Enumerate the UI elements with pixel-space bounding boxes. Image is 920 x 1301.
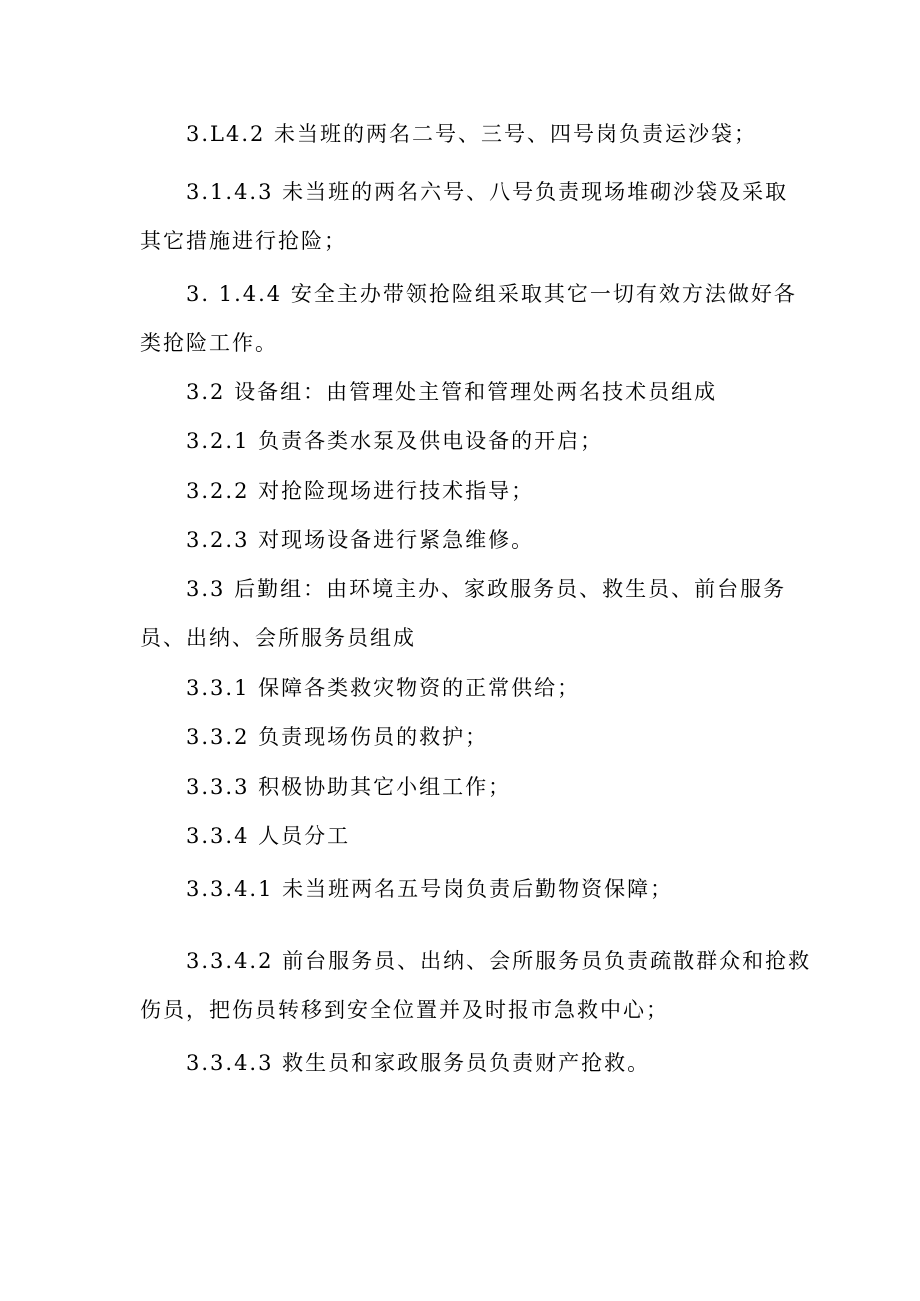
paragraph-line: 3.2.3 对现场设备进行紧急维修。	[186, 528, 535, 552]
paragraph-3-3-1	[140, 664, 780, 713]
paragraph-line: 类抢险工作。	[140, 331, 278, 355]
paragraph-3-1-4-4	[140, 270, 797, 368]
paragraph-line: 其它措施进行抢险；	[140, 229, 347, 253]
paragraph-line: 3.3.4 人员分工	[186, 824, 351, 848]
paragraph-3-3-4-2	[140, 937, 812, 1035]
paragraph-3-1-4-3	[140, 168, 789, 266]
paragraph-line: 3.3.2 负责现场伤员的救护；	[186, 725, 489, 749]
paragraph-3-3	[140, 565, 787, 663]
paragraph-line: 3.3.4.2 前台服务员、出纳、会所服务员负责疏散群众和抢救	[186, 949, 812, 973]
paragraph-line: 3.3.3 积极协助其它小组工作；	[186, 775, 512, 799]
paragraph-3-3-2	[140, 713, 780, 762]
paragraph-3-3-4-1	[140, 865, 780, 914]
paragraph-3-1-4-2	[140, 110, 780, 159]
paragraph-line: 3.3.1 保障各类救灾物资的正常供给；	[186, 676, 581, 700]
paragraph-3-2-3	[140, 516, 780, 565]
paragraph-3-3-4	[140, 812, 780, 861]
paragraph-line: 3.L4.2 未当班的两名二号、三号、四号岗负责运沙袋；	[186, 122, 758, 146]
paragraph-3-2-1	[140, 417, 780, 466]
paragraph-line: 3.3.4.1 未当班两名五号岗负责后勤物资保障；	[186, 877, 674, 901]
paragraph-line: 3.2.2 对抢险现场进行技术指导；	[186, 479, 535, 503]
paragraph-3-3-3	[140, 763, 780, 812]
paragraph-3-3-4-3	[140, 1039, 780, 1088]
paragraph-line: 3.1.4.3 未当班的两名六号、八号负责现场堆砌沙袋及采取	[186, 180, 789, 204]
paragraph-line: 3.2.1 负责各类水泵及供电设备的开启；	[186, 429, 604, 453]
paragraph-3-2-2	[140, 467, 780, 516]
paragraph-line: 3.2 设备组：由管理处主管和管理处两名技术员组成	[186, 380, 718, 404]
paragraph-line: 3.3.4.3 救生员和家政服务员负责财产抢救。	[186, 1051, 651, 1075]
paragraph-3-2	[140, 368, 780, 417]
paragraph-line: 3.3 后勤组：由环境主办、家政服务员、救生员、前台服务	[186, 577, 787, 601]
paragraph-line: 伤员，把伤员转移到安全位置并及时报市急救中心；	[140, 998, 669, 1022]
paragraph-line: 员、出纳、会所服务员组成	[140, 626, 416, 650]
paragraph-line: 3. 1.4.4 安全主办带领抢险组采取其它一切有效方法做好各	[186, 282, 797, 306]
